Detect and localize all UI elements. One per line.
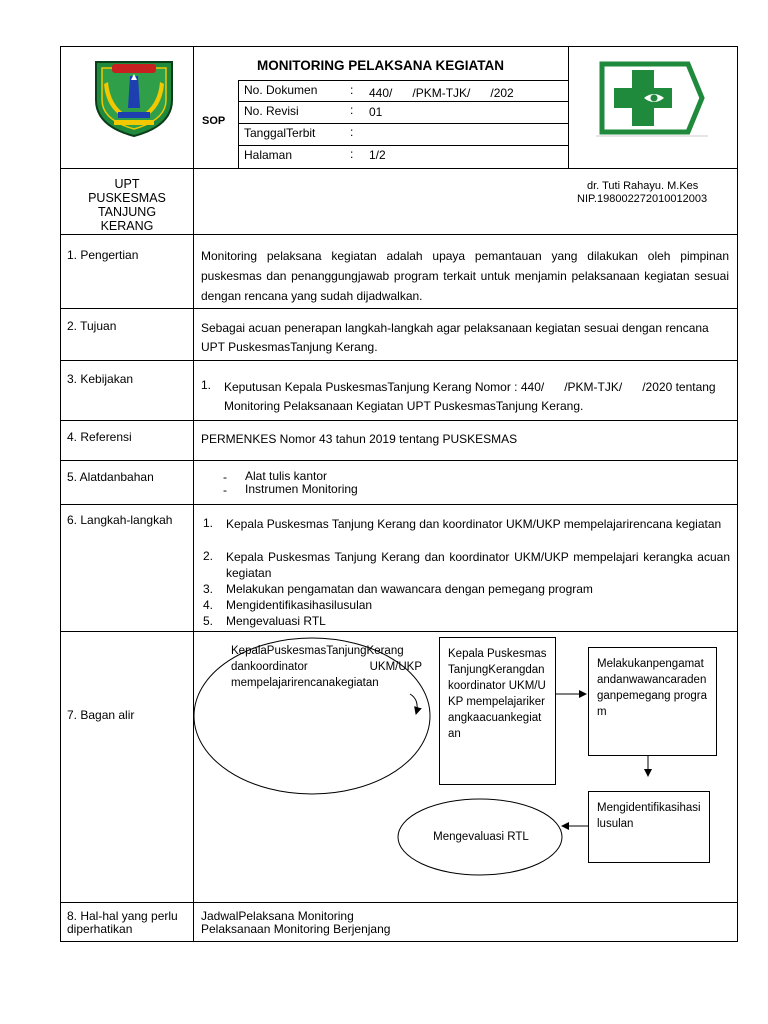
list-item: Mengevaluasi RTL [226,614,326,628]
field-separator: : [350,103,354,117]
field-label: No. Dokumen [244,83,318,97]
section-label-pengertian: 1. Pengertian [67,248,139,262]
field-value: 1/2 [369,148,386,162]
section-text-tujuan: Sebagai acuan penerapan langkah-langkah agar pelaksanaan kegiatan sesuai dengan rencana UPT PuskesmasTanjung Kerang. [201,321,709,354]
section-label-hal: 8. Hal-hal yang perlu diperhatikan [67,909,178,936]
section-text-referensi: PERMENKES Nomor 43 tahun 2019 tentang PUSKESMAS [201,432,518,446]
signatory-name: dr. Tuti Rahayu. M.Kes [587,180,699,192]
field-separator: : [350,147,354,161]
flow-node-3: Melakukanpengamatandanwawancaradenganpemegang program [588,647,717,756]
list-number: 1. [203,516,214,530]
list-number: 1. [201,378,212,392]
field-value: 01 [369,105,383,119]
section-item-kebijakan: Keputusan Kepala PuskesmasTanjung Kerang Nomor : 440/ /PKM-TJK/ /2020 tentang Monitoring Pelaksanaan Kegiatan UPT PuskesmasTanjung Kerang. [224,380,719,413]
signatory-nip: NIP.198002272010012003 [577,193,708,205]
field-label: TanggalTerbit [244,126,316,140]
list-item: Mengidentifikasihasilusulan [226,598,373,612]
organization-name: UPT PUSKESMAS TANJUNG KERANG [88,177,166,233]
list-number: 4. [203,598,214,612]
section-label-kebijakan: 3. Kebijakan [67,372,134,386]
flow-node-5: Mengevaluasi RTL [433,831,529,843]
flow-node-4: Mengidentifikasihasilusulan [588,791,710,863]
flow-arrow [410,694,417,714]
list-item: Kepala Puskesmas Tanjung Kerang dan koordinator UKM/UKP mempelajarirencana kegiatan [226,517,722,531]
list-item: Alat tulis kantor [245,469,328,483]
sop-label: SOP [202,115,226,127]
section-line-hal: JadwalPelaksana Monitoring [201,909,354,923]
list-number: 2. [203,549,214,563]
list-bullet: - [223,470,227,484]
section-line-hal: Pelaksanaan Monitoring Berjenjang [201,922,391,936]
section-label-tujuan: 2. Tujuan [67,319,117,333]
field-separator: : [350,83,354,97]
document-title: MONITORING PELAKSANA KEGIATAN [256,58,504,73]
flow-node-2: Kepala PuskesmasTanjungKerangdankoordinator UKM/UKP mempelajarikerangkaacuankegiatan [439,637,556,785]
field-label: Halaman [244,148,293,162]
list-item: Melakukan pengamatan dan wawancara dengan pemegang program [226,582,593,596]
section-text-pengertian: Monitoring pelaksana kegiatan adalah upaya pemantauan yang dilakukan oleh pimpinan puskesmas dan penanggungjawab program terkait untuk menjamin pelaksanaan kegiatan sesuai dengan rencana yang sudah dijadwalkan. [201,249,729,303]
list-number: 5. [203,614,214,628]
flow-node-1: KepalaPuskesmasTanjungKerang dankoordinator UKM/UKP mempelajarirencanakegiatan [231,645,422,689]
list-item: Kepala Puskesmas Tanjung Kerang dan koordinator UKM/UKP mempelajari kerangka acuan kegiatan [226,550,730,580]
list-bullet: - [223,483,227,497]
list-number: 3. [203,582,214,596]
field-value: 440/ /PKM-TJK/ /202 [369,86,514,100]
field-separator: : [350,125,354,139]
list-item: Instrumen Monitoring [245,482,358,496]
sop-document [60,46,738,942]
section-label-referensi: 4. Referensi [67,430,132,444]
section-label-langkah: 6. Langkah-langkah [67,513,173,527]
section-label-alat: 5. Alatdanbahan [67,470,154,484]
section-label-bagan: 7. Bagan alir [67,708,135,722]
field-label: No. Revisi [244,104,299,118]
